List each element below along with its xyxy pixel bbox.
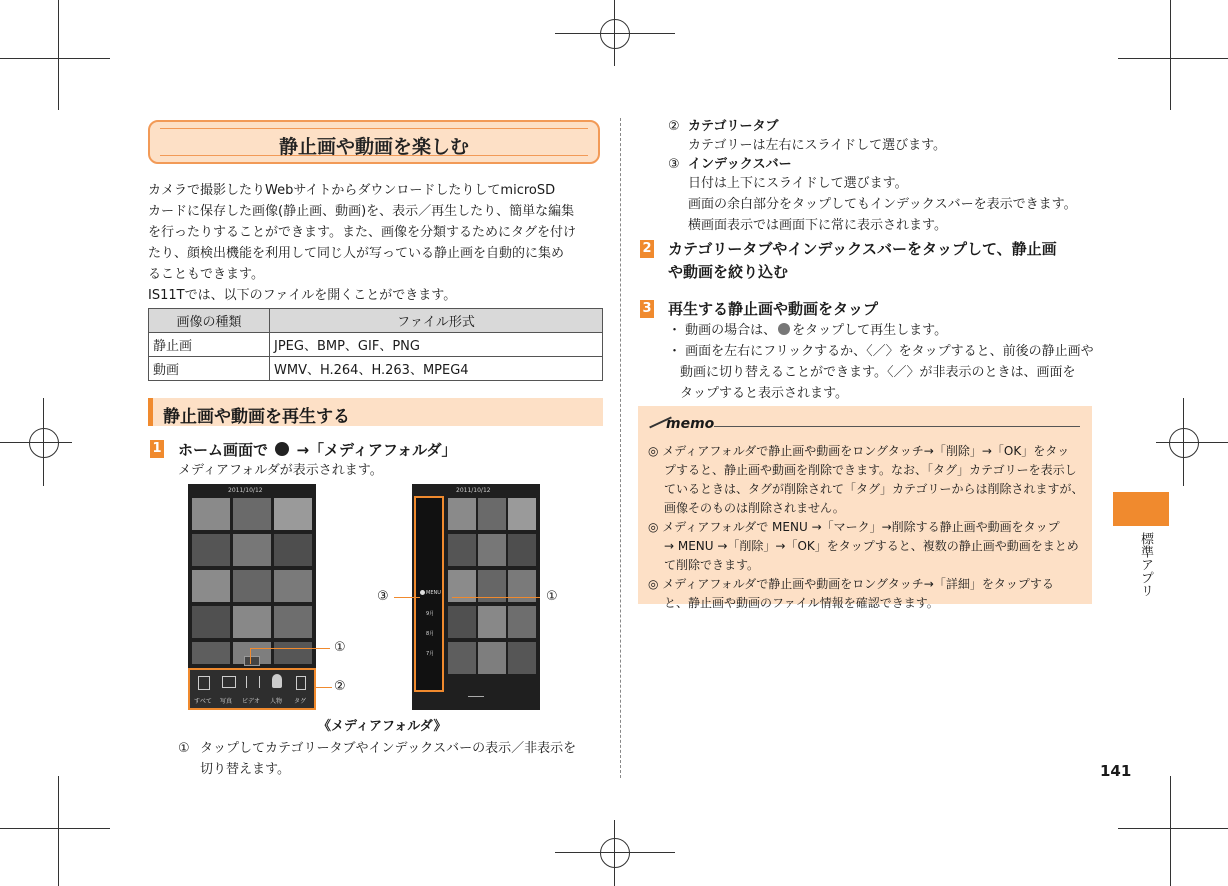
bullet-2	[668, 341, 1098, 404]
note-3-title: インデックスバー	[688, 157, 792, 172]
memo-line: 画像そのものは削除されません。	[664, 501, 845, 515]
intro-text	[148, 180, 608, 306]
table-cell: 動画	[149, 357, 270, 381]
crop-mark	[58, 0, 59, 110]
memo-line: ◎ メディアフォルダで静止画や動画をロングタッチ→「削除」→「OK」をタッ	[648, 444, 1070, 458]
toggle-handle[interactable]	[244, 656, 260, 666]
memo-rule	[714, 426, 1080, 427]
intro-line: たり、顔検出機能を利用して同じ人が写っている静止画を自動的に集め	[148, 246, 565, 261]
callout-label-3: ③	[377, 589, 389, 604]
step-number: 1	[150, 440, 164, 458]
thumbnail	[478, 642, 506, 674]
step-title	[668, 238, 1098, 284]
tab-tag[interactable]: タグ	[294, 698, 307, 705]
step-number: 2	[640, 240, 654, 258]
note-3-mark: ③	[668, 157, 680, 172]
note-2-title: カテゴリータブ	[688, 119, 779, 134]
page-number: 141	[1100, 762, 1132, 780]
bullet-line: 動画に切り替えることができます。〈／〉が非表示のときは、画面を	[680, 365, 1076, 380]
crop-mark	[0, 828, 110, 829]
thumbnail	[274, 570, 312, 602]
registration-mark	[600, 838, 630, 868]
figure-caption: 《メディアフォルダ》	[318, 719, 447, 734]
step-title-pre: ホーム画面で	[178, 441, 269, 459]
thumbnail	[448, 498, 476, 530]
step-title-post: →「メディアフォルダ」	[296, 441, 457, 459]
thumbnail	[508, 642, 536, 674]
thumbnail	[192, 642, 230, 664]
memo-box	[638, 406, 1092, 610]
memo-line: て削除できます。	[664, 558, 760, 572]
table-cell: 静止画	[149, 333, 270, 357]
thumbnail	[233, 570, 271, 602]
crop-mark	[1118, 58, 1228, 59]
thumbnail	[274, 534, 312, 566]
table-cell: JPEG、BMP、GIF、PNG	[270, 333, 603, 357]
bullet-text: をタップして再生します。	[792, 323, 948, 338]
column-divider	[620, 118, 621, 778]
apps-icon	[275, 442, 289, 456]
toggle-handle[interactable]	[468, 696, 484, 705]
memo-label: memo	[666, 416, 715, 432]
tab-people[interactable]: 人物	[270, 698, 283, 705]
note-line: 切り替えます。	[200, 762, 290, 777]
thumbnail	[508, 606, 536, 638]
tab-photo-icon	[222, 676, 236, 688]
intro-line: IS11Tでは、以下のファイルを開くことができます。	[148, 288, 457, 303]
callout-line	[250, 648, 251, 664]
intro-line: カメラで撮影したりWebサイトからダウンロードしたりしてmicroSD	[148, 183, 556, 198]
table-cell: WMV、H.264、H.263、MPEG4	[270, 357, 603, 381]
step-number: 3	[640, 300, 654, 318]
step-title-line: や動画を絞り込む	[668, 263, 789, 281]
callout-label-2: ②	[334, 679, 346, 694]
tab-tag-icon	[296, 676, 306, 690]
format-table	[148, 308, 603, 381]
thumbnail	[233, 606, 271, 638]
intro-line: ることもできます。	[148, 267, 264, 282]
memo-line: ているときは、タグが削除されて「タグ」カテゴリーからは削除されますが、	[664, 482, 1084, 496]
crop-mark	[58, 776, 59, 886]
crop-mark	[0, 58, 110, 59]
thumbnail	[508, 534, 536, 566]
note-1-text	[200, 738, 610, 780]
note-line: 画面の余白部分をタップしてもインデックスバーを表示できます。	[688, 197, 1077, 212]
registration-mark	[600, 19, 630, 49]
tab-video[interactable]: ビデオ	[242, 698, 260, 705]
callout-line	[452, 597, 540, 598]
thumbnail	[478, 498, 506, 530]
memo-item	[648, 442, 1088, 613]
index-label: 9月	[426, 611, 435, 617]
note-line: 横画面表示では画面下に常に表示されます。	[688, 218, 947, 233]
index-label: 7月	[426, 651, 435, 657]
crop-mark	[1170, 776, 1171, 886]
thumbnail	[192, 570, 230, 602]
note-3-text	[688, 173, 1098, 236]
callout-line	[316, 687, 332, 688]
bullet-line: ・ 画面を左右にフリックするか、〈／〉をタップすると、前後の静止画や	[668, 344, 1094, 359]
step-desc: メディアフォルダが表示されます。	[178, 463, 383, 478]
thumbnail	[478, 534, 506, 566]
table-header-row	[149, 309, 603, 333]
registration-mark	[29, 428, 59, 458]
table-header: ファイル形式	[270, 309, 603, 333]
crop-mark	[1170, 0, 1171, 110]
note-2-mark: ②	[668, 119, 680, 134]
bullet-1	[668, 320, 947, 341]
thumbnail	[448, 606, 476, 638]
thumbnail	[274, 642, 312, 664]
memo-line: → MENU →「削除」→「OK」をタップすると、複数の静止画や動画をまとめ	[664, 539, 1079, 553]
tab-people-icon	[272, 674, 282, 688]
memo-line: ◎ メディアフォルダで静止画や動画をロングタッチ→「詳細」をタップする	[648, 577, 1054, 591]
note-1-mark: ①	[178, 741, 190, 756]
intro-line: を行ったりすることができます。また、画像を分類するためにタグを付け	[148, 225, 576, 240]
callout-label-1b: ①	[546, 589, 558, 604]
status-date: 2011/10/12	[456, 487, 491, 494]
thumbnail	[274, 606, 312, 638]
status-date: 2011/10/12	[228, 487, 263, 494]
thumbnail	[192, 534, 230, 566]
section-heading: 静止画や動画を再生する	[148, 398, 603, 426]
tab-photo[interactable]: 写真	[220, 698, 233, 705]
page-title: 静止画や動画を楽しむ	[278, 136, 469, 158]
thumbnail	[192, 498, 230, 530]
thumbnail	[448, 642, 476, 674]
index-bar[interactable]	[414, 496, 444, 692]
category-tabs	[188, 668, 316, 710]
note-line: タップしてカテゴリータブやインデックスバーの表示／非表示を	[200, 741, 577, 756]
bullet-text: ・ 動画の場合は、	[668, 323, 777, 338]
thumbnail	[448, 534, 476, 566]
page-title-box	[148, 120, 600, 164]
step-title	[178, 439, 457, 460]
memo-line: と、静止画や動画のファイル情報を確認できます。	[664, 596, 939, 610]
callout-line	[250, 648, 330, 649]
callout-line	[394, 597, 420, 598]
table-row	[149, 357, 603, 381]
thumbnail	[274, 498, 312, 530]
thumbnail	[508, 498, 536, 530]
tab-all-icon	[198, 676, 210, 690]
step-title: 再生する静止画や動画をタップ	[668, 300, 879, 318]
table-header: 画像の種類	[149, 309, 270, 333]
thumbnail	[478, 606, 506, 638]
index-label: 8月	[426, 631, 435, 637]
thumbnail	[233, 534, 271, 566]
crop-mark	[1118, 828, 1228, 829]
callout-label-1: ①	[334, 640, 346, 655]
thumbnail	[192, 606, 230, 638]
play-icon	[778, 323, 790, 335]
note-line: 日付は上下にスライドして選びます。	[688, 176, 908, 191]
side-label: 標準アプリ	[1138, 532, 1153, 597]
registration-mark	[1169, 428, 1199, 458]
memo-line: プすると、静止画や動画を削除できます。なお、「タグ」カテゴリーを表示し	[664, 463, 1077, 477]
intro-line: カードに保存した画像(静止画、動画)を、表示／再生したり、簡単な編集	[148, 204, 575, 219]
thumbnail	[233, 498, 271, 530]
phone-screenshot-grid	[188, 484, 316, 710]
note-2-text: カテゴリーは左右にスライドして選びます。	[688, 138, 947, 153]
table-row	[149, 333, 603, 357]
side-tab	[1113, 492, 1169, 526]
index-dot-icon	[420, 590, 425, 595]
step-title-line: カテゴリータブやインデックスバーをタップして、静止画	[668, 240, 1057, 258]
index-label: MENU	[426, 590, 441, 596]
tab-video-icon	[246, 676, 260, 688]
bullet-line: タップすると表示されます。	[680, 386, 848, 401]
tab-all[interactable]: すべて	[194, 698, 212, 705]
memo-line: ◎ メディアフォルダで MENU →「マーク」→削除する静止画や動画をタップ	[648, 520, 1060, 534]
